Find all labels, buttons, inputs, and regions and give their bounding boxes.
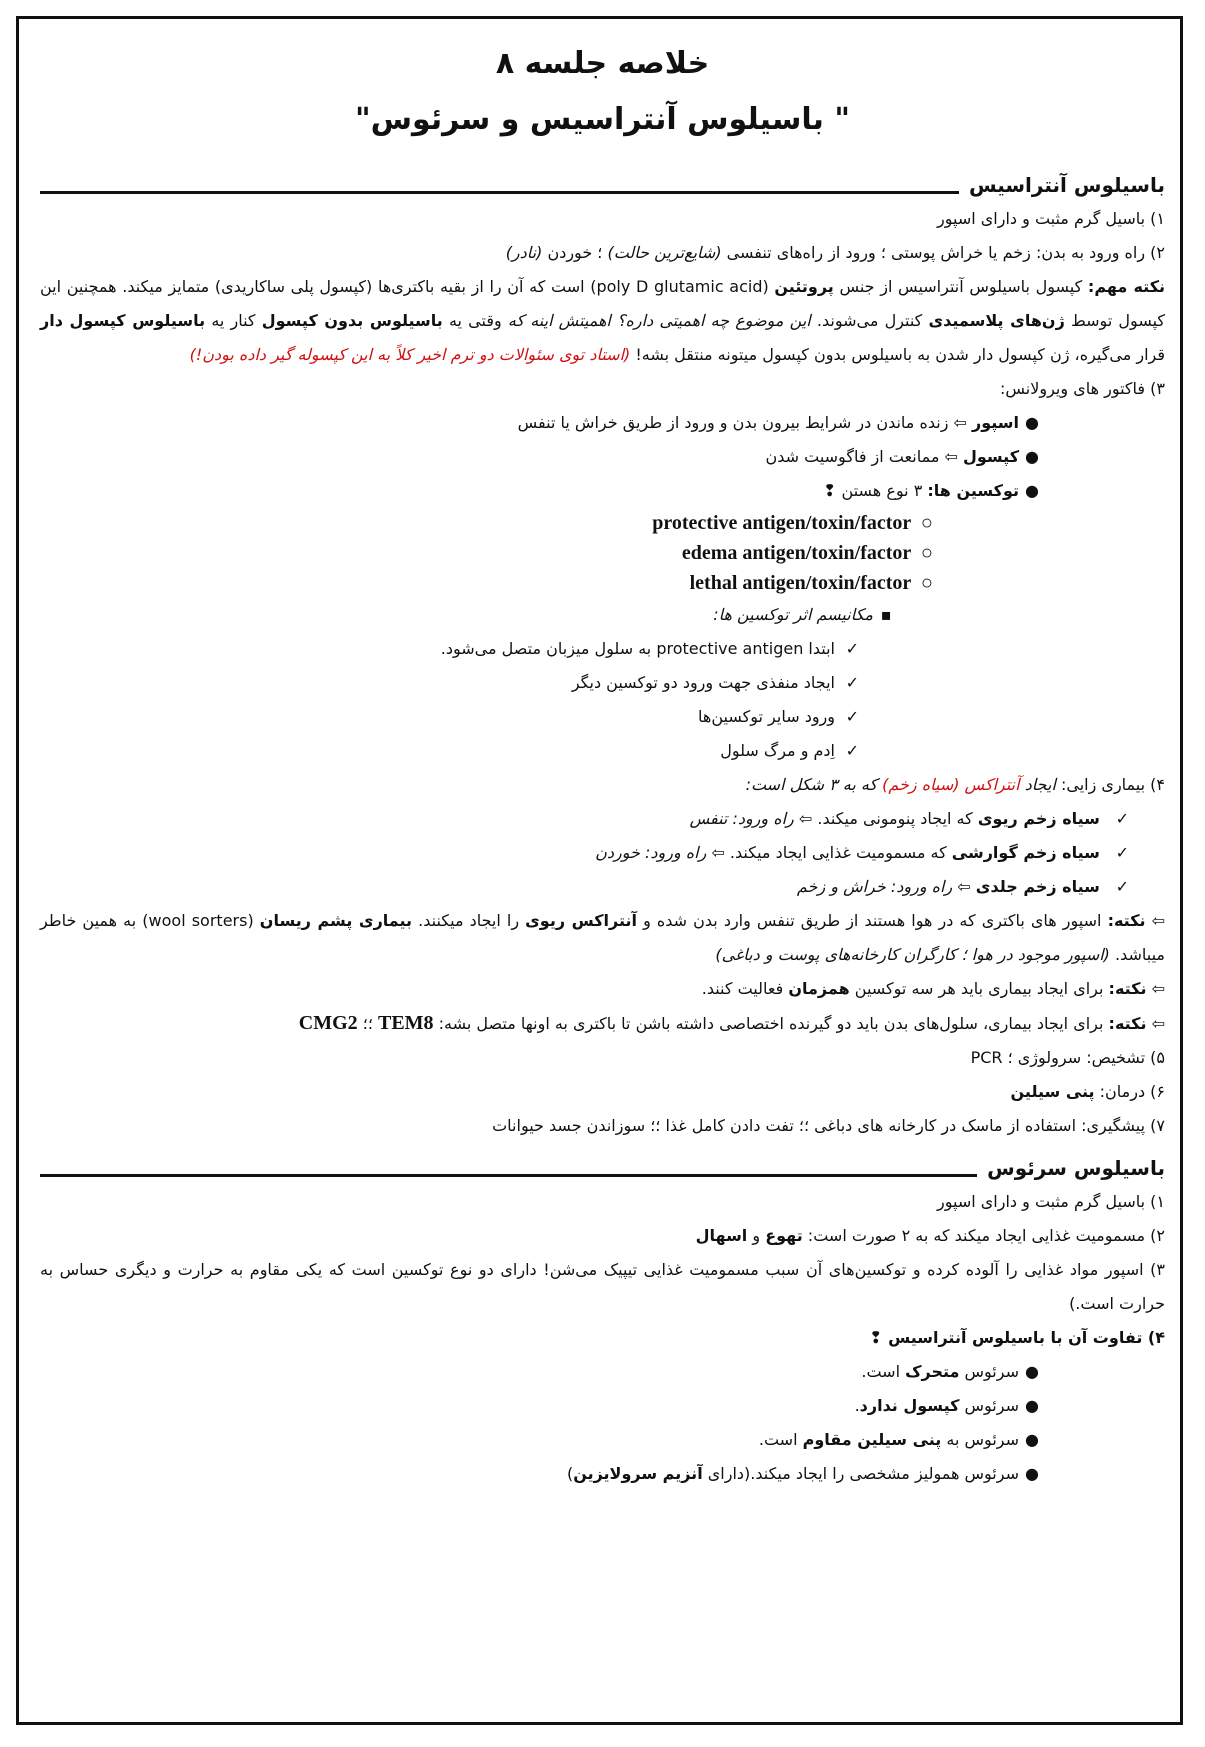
pointer-icon: ❢ <box>869 1328 883 1347</box>
important-note: نکته مهم: کپسول باسیلوس آنتراسیس از جنس پروتئین (poly D glutamic acid) است که آن را از بقیه باکتری‌ها (کپسول پلی ساکاریدی) متمایز میکند. همچنین این کپسول توسط ژن‌های پلاسمیدی کنترل می‌شوند. این موضوع چه اهمیتی داره؟ اهمیتش اینه که وقتی یه باسیلوس بدون کپسول کنار یه باسیلوس کپسول دار قرار می‌گیره، ژن کپسول دار شدن به باسیلوس بدون کپسول میتونه منتقل بشه! (استاد توی سئوالات دو ترم اخیر کلاً به این کپسوله گیر داده بودن!) <box>40 277 1166 364</box>
note-2: ⇦ نکته: برای ایجاد بیماری باید هر سه توکسین همزمان فعالیت کنند. <box>701 979 1165 998</box>
document-page <box>40 40 1165 1491</box>
section-title: باسیلوس سرئوس <box>987 1156 1165 1180</box>
bullet-icon: ● <box>1025 1362 1039 1381</box>
check-icon: ✓ <box>1115 809 1129 828</box>
section-rule <box>40 1174 977 1177</box>
arrow-icon: ⇦ <box>798 809 813 828</box>
bullet-icon: ● <box>1025 413 1039 432</box>
cereus-item-2: ۲) مسمومیت غذایی ایجاد میکند که به ۲ صورت است: تهوع و اسهال <box>695 1226 1165 1245</box>
section-title: باسیلوس آنتراسیس <box>968 173 1165 197</box>
difference-item: ●سرئوس همولیز مشخصی را ایجاد میکند.(دارای آنزیم سرولایزین) <box>40 1457 1165 1491</box>
check-icon: ✓ <box>1115 877 1129 896</box>
arrow-icon: ⇦ <box>1151 1014 1165 1033</box>
bullet-icon: ● <box>1025 1396 1039 1415</box>
section-heading-cereus <box>40 1151 1165 1185</box>
difference-item: ●سرئوس کپسول ندارد. <box>40 1389 1165 1423</box>
doc-subtitle: " باسیلوس آنتراسیس و سرئوس" <box>355 102 850 137</box>
check-icon: ✓ <box>845 639 859 658</box>
item-6: ۶) درمان: پنی سیلین <box>1010 1082 1165 1101</box>
item-3: ۳) فاکتور های ویرولانس: <box>1000 379 1165 398</box>
anthrax-form: ✓ سیاه زخم ریوی که ایجاد پنومونی میکند. ⇦ راه ورود: تنفس <box>40 802 1165 836</box>
check-icon: ✓ <box>845 707 859 726</box>
bullet-icon: ● <box>1025 447 1039 466</box>
item-4: ۴) بیماری زایی: ایجاد آنتراکس (سیاه زخم) که به ۳ شکل است: <box>745 775 1165 794</box>
item-1: ۱) باسیل گرم مثبت و دارای اسپور <box>937 209 1165 228</box>
pointer-icon: ❢ <box>823 481 837 500</box>
arrow-icon: ⇦ <box>944 447 958 466</box>
doc-title: خلاصه جلسه ۸ <box>495 46 710 81</box>
anthrax-form: ✓ سیاه زخم جلدی ⇦ راه ورود: خراش و زخم <box>40 870 1165 904</box>
item-7: ۷) پیشگیری: استفاده از ماسک در کارخانه های دباغی ؛؛ تفت دادن کامل غذا ؛؛ سوزاندن جسد حیوانات <box>492 1116 1165 1135</box>
check-icon: ✓ <box>845 673 859 692</box>
item-5: ۵) تشخیص: سرولوژی ؛ PCR <box>970 1048 1165 1067</box>
mechanism-step: ✓اِدم و مرگ سلول <box>40 734 1165 768</box>
note-1: ⇦ نکته: اسپور های باکتری که در هوا هستند از طریق تنفس وارد بدن شده و آنتراکس ریوی را ایجاد میکنند. بیماری پشم ریسان (wool sorters) به همین خاطر میباشد. (اسپور موجود در هوا ؛ کارگران کارخانه‌های پوست و دباغی) <box>40 911 1165 964</box>
check-icon: ✓ <box>1115 843 1129 862</box>
note-3: ⇦ نکته: برای ایجاد بیماری، سلول‌های بدن باید دو گیرنده اختصاصی داشته باشن تا باکتری به اونها متصل بشه: TEM8 ؛؛ CMG2 <box>298 1012 1165 1034</box>
check-icon: ✓ <box>845 741 859 760</box>
arrow-icon: ⇦ <box>953 413 967 432</box>
bullet-icon: ● <box>1025 1430 1039 1449</box>
cereus-item-4: ۴) تفاوت آن با باسیلوس آنتراسیس ❢ <box>869 1328 1165 1347</box>
bullet-spore: ●اسپور ⇦ زنده ماندن در شرایط بیرون بدن و ورود از طریق خراش یا تنفس <box>40 406 1165 440</box>
bullet-capsule: ●کپسول ⇦ ممانعت از فاگوسیت شدن <box>40 440 1165 474</box>
toxin-en-1: protective antigen/toxin/factor ○ <box>652 512 933 534</box>
mechanism-step: ✓ایجاد منفذی جهت ورود دو توکسین دیگر <box>40 666 1165 700</box>
bullet-toxins: ●توکسین ها: ۳ نوع هستن ❢ <box>40 474 1165 508</box>
bullet-icon: ● <box>1025 481 1039 500</box>
arrow-icon: ⇦ <box>1151 911 1165 930</box>
section-rule <box>40 191 959 194</box>
arrow-icon: ⇦ <box>711 843 725 862</box>
cereus-item-3: ۳) اسپور مواد غذایی را آلوده کرده و توکسین‌های آن سبب مسمومیت غذایی تیپیک می‌شن! دارای دو نوع توکسین است که یکی مقاوم به حرارت و دیگری حساس به حرارت است.) <box>40 1260 1165 1313</box>
mechanism-title: ▪مکانیسم اثر توکسین ها: <box>40 598 1165 632</box>
arrow-icon: ⇦ <box>957 877 971 896</box>
item-2: ۲) راه ورود به بدن: زخم یا خراش پوستی ؛ ورود از راه‌های تنفسی (شایع‌ترین حالت) ؛ خوردن (نادر) <box>505 243 1165 262</box>
toxin-en-3: lethal antigen/toxin/factor ○ <box>689 572 933 594</box>
toxin-en-2: edema antigen/toxin/factor ○ <box>681 542 933 564</box>
arrow-icon: ⇦ <box>1151 979 1165 998</box>
mechanism-step: ✓ورود سایر توکسین‌ها <box>40 700 1165 734</box>
section-heading-anthracis <box>40 168 1165 202</box>
difference-item: ●سرئوس به پنی سیلین مقاوم است. <box>40 1423 1165 1457</box>
mechanism-step: ✓ابتدا protective antigen به سلول میزبان متصل می‌شود. <box>40 632 1165 666</box>
square-bullet-icon: ▪ <box>880 605 892 624</box>
difference-item: ●سرئوس متحرک است. <box>40 1355 1165 1389</box>
anthrax-form: ✓ سیاه زخم گوارشی که مسمومیت غذایی ایجاد میکند. ⇦ راه ورود: خوردن <box>40 836 1165 870</box>
cereus-item-1: ۱) باسیل گرم مثبت و دارای اسپور <box>937 1192 1165 1211</box>
bullet-icon: ● <box>1025 1464 1039 1483</box>
instructor-remark: (استاد توی سئوالات دو ترم اخیر کلاً به این کپسوله گیر داده بودن!) <box>189 345 631 364</box>
